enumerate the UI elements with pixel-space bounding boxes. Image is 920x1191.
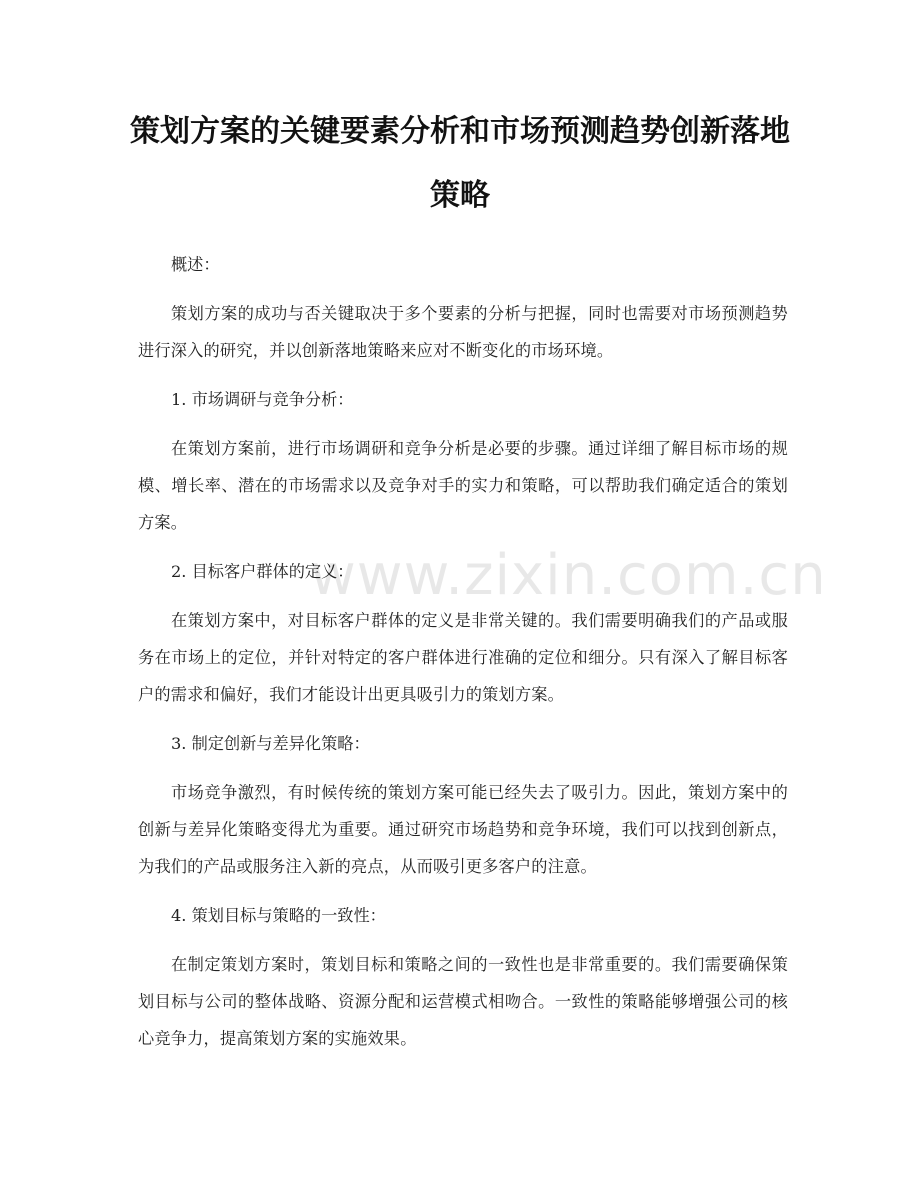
section-heading: 2. 目标客户群体的定义： <box>171 562 354 581</box>
section-paragraph: 在策划方案中，对目标客户群体的定义是非常关键的。我们需要明确我们的产品或服务在市场上的定位，并针对特定的客户群体进行准确的定位和细分。只有深入了解目标客户的需求和偏好，我们才能设计出更具吸引力的策划方案。 <box>138 611 788 704</box>
section-heading: 3. 制定创新与差异化策略： <box>171 734 370 753</box>
section-heading: 1. 市场调研与竞争分析： <box>171 390 354 409</box>
document-title: 策划方案的关键要素分析和市场预测趋势创新落地策略 <box>130 114 790 213</box>
watermark: www.zixin.com.cn <box>310 543 827 608</box>
overview-label: 概述： <box>171 255 220 274</box>
section-paragraph: 在策划方案前，进行市场调研和竞争分析是必要的步骤。通过详细了解目标市场的规模、增长率、潜在的市场需求以及竞争对手的实力和策略，可以帮助我们确定适合的策划方案。 <box>138 439 788 532</box>
section-paragraph: 市场竞争激烈，有时候传统的策划方案可能已经失去了吸引力。因此，策划方案中的创新与差异化策略变得尤为重要。通过研究市场趋势和竞争环境，我们可以找到创新点，为我们的产品或服务注入新的亮点，从而吸引更多客户的注意。 <box>138 783 788 876</box>
section-heading: 4. 策划目标与策略的一致性： <box>171 906 386 925</box>
section-paragraph: 在制定策划方案时，策划目标和策略之间的一致性也是非常重要的。我们需要确保策划目标与公司的整体战略、资源分配和运营模式相吻合。一致性的策略能够增强公司的核心竞争力，提高策划方案的实施效果。 <box>138 955 788 1048</box>
overview-paragraph: 策划方案的成功与否关键取决于多个要素的分析与把握，同时也需要对市场预测趋势进行深入的研究，并以创新落地策略来应对不断变化的市场环境。 <box>138 304 788 360</box>
document-body <box>138 246 827 1057</box>
